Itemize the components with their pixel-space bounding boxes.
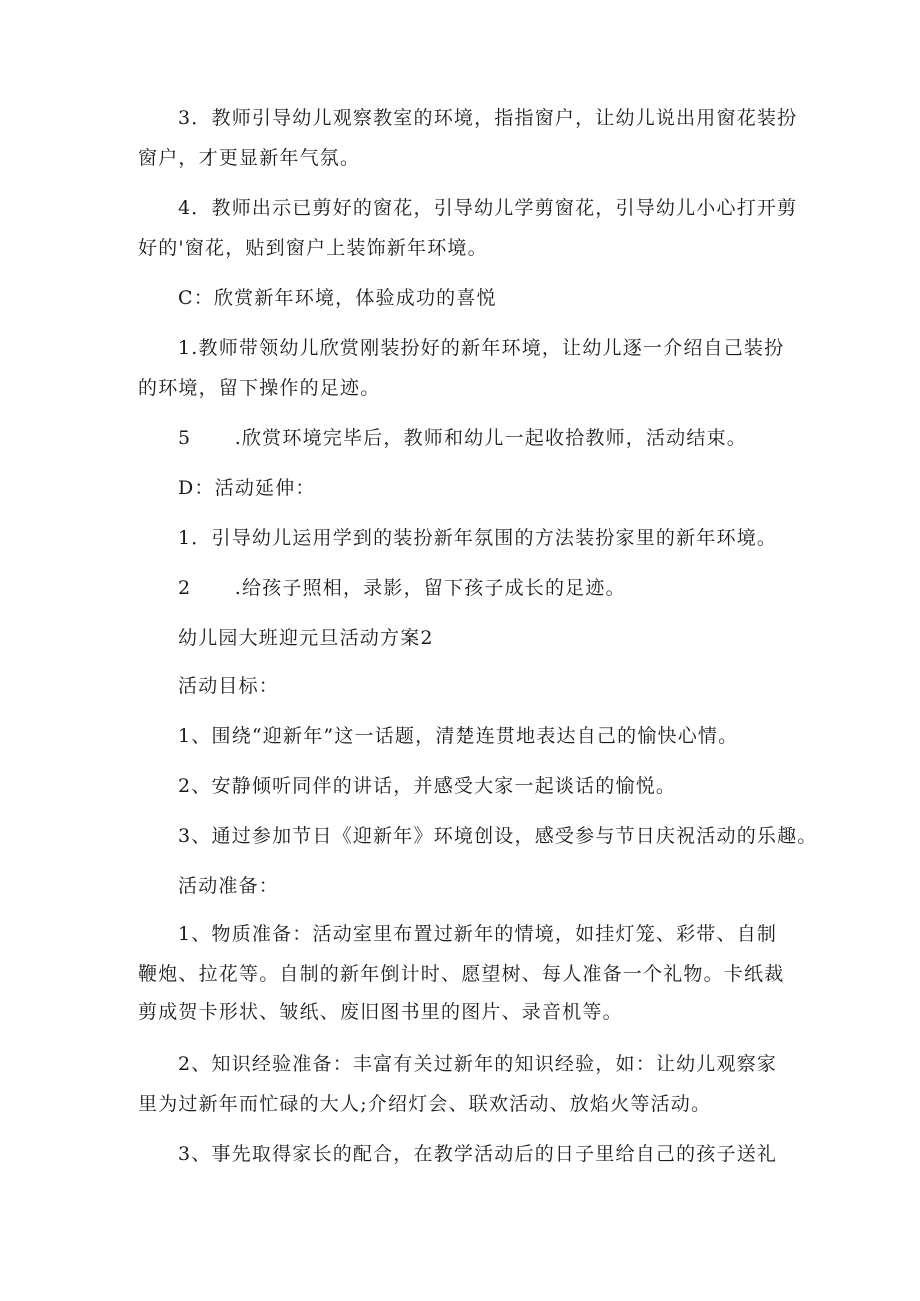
paragraph-line: 2 .给孩子照相，录影，留下孩子成长的足迹。 (178, 577, 626, 599)
paragraph-line: 1.教师带领幼儿欣赏刚装扮好的新年环境，让幼儿逐一介绍自己装扮 (178, 337, 785, 359)
paragraph-line: 里为过新年而忙碌的大人;介绍灯会、联欢活动、放焰火等活动。 (138, 1093, 712, 1115)
list-item: 1、围绕“迎新年”这一话题，清楚连贯地表达自己的愉快心情。 (178, 725, 739, 747)
paragraph-line: 好的'窗花，贴到窗户上装饰新年环境。 (138, 237, 488, 259)
paragraph-line: 1、物质准备：活动室里布置过新年的情境，如挂灯笼、彩带、自制 (178, 923, 778, 945)
paragraph-line: 窗户，才更显新年气氛。 (138, 147, 361, 169)
paragraph-line: 1．引导幼儿运用学到的装扮新年氛围的方法装扮家里的新年环境。 (178, 527, 778, 549)
section-heading: C：欣赏新年环境，体验成功的喜悦 (178, 287, 497, 309)
paragraph-line: 的环境，留下操作的足迹。 (138, 377, 381, 399)
paragraph-line: 4．教师出示已剪好的窗花，引导幼儿学剪窗花，引导幼儿小心打开剪 (178, 197, 798, 219)
section-heading: 活动目标： (178, 675, 280, 697)
section-heading: D：活动延伸： (178, 477, 316, 499)
paragraph-line: 5 .欣赏环境完毕后，教师和幼儿一起收拾教师，活动结束。 (178, 427, 747, 449)
paragraph-line: 2、知识经验准备：丰富有关过新年的知识经验，如：让幼儿观察家 (178, 1053, 778, 1075)
paragraph-line: 剪成贺卡形状、皱纸、废旧图书里的图片、录音机等。 (138, 1001, 623, 1023)
list-item: 2、安静倾听同伴的讲话，并感受大家一起谈话的愉悦。 (178, 775, 677, 797)
paragraph-line: 3、事先取得家长的配合，在教学活动后的日子里给自己的孩子送礼 (178, 1143, 778, 1165)
document-title: 幼儿园大班迎元旦活动方案2 (178, 627, 434, 649)
paragraph-line: 3．教师引导幼儿观察教室的环境，指指窗户，让幼儿说出用窗花装扮 (178, 107, 798, 129)
list-item: 3、通过参加节日《迎新年》环境创设，感受参与节日庆祝活动的乐趣。 (178, 825, 818, 847)
paragraph-line: 鞭炮、拉花等。自制的新年倒计时、愿望树、每人准备一个礼物。卡纸裁 (138, 963, 785, 985)
section-heading: 活动准备： (178, 875, 280, 897)
